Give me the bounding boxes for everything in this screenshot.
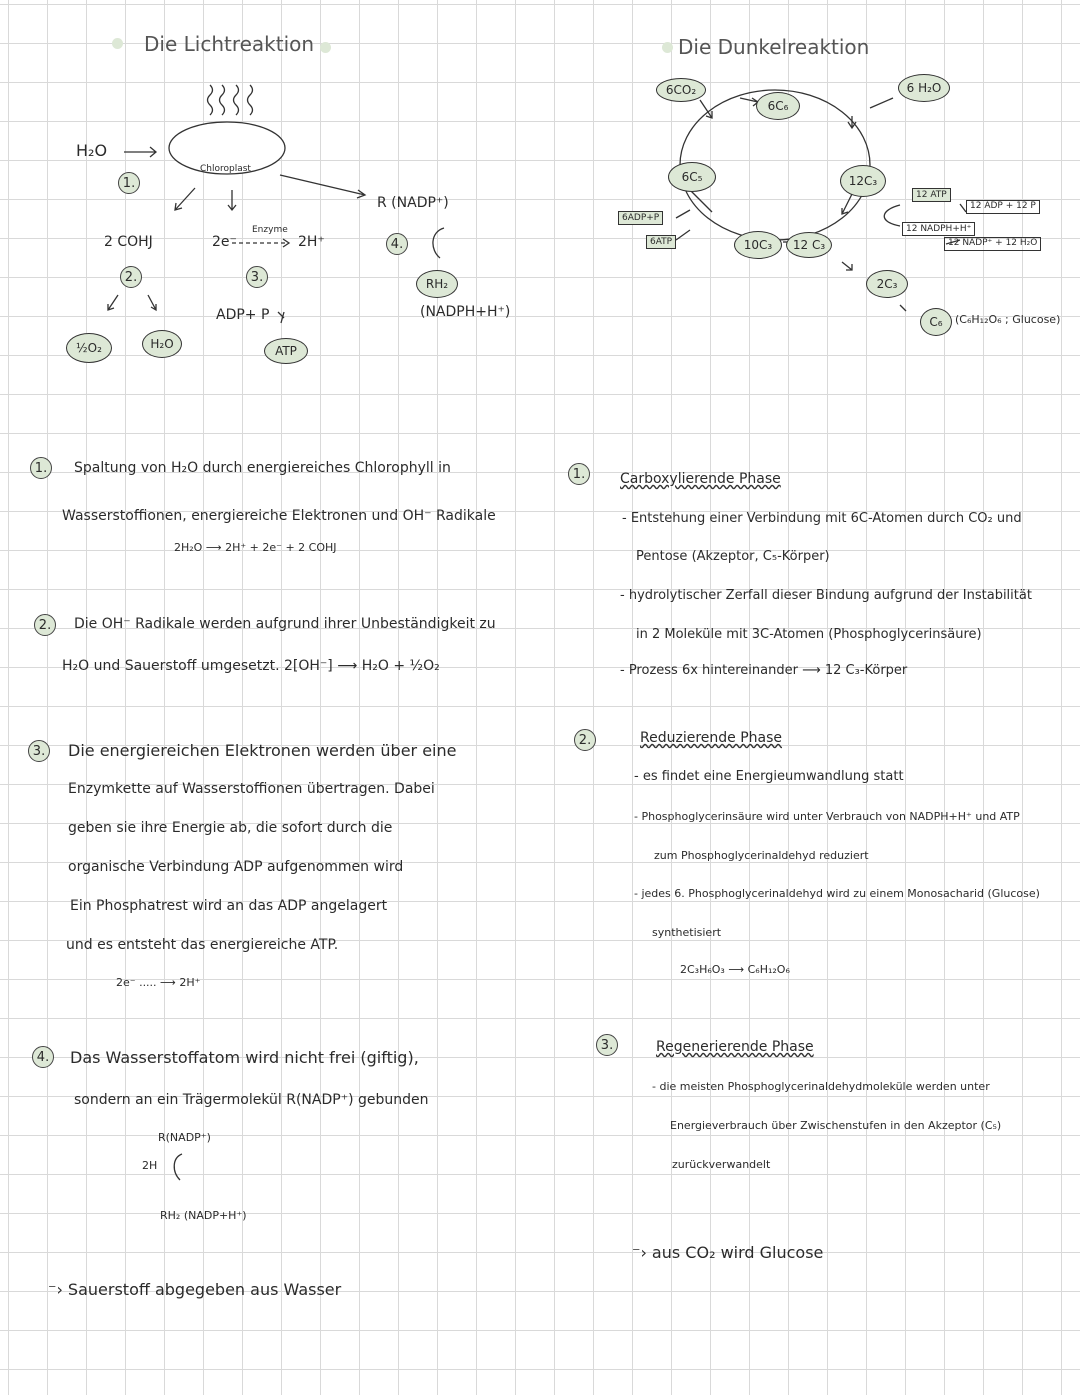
dark-title-dot (662, 42, 673, 53)
right-note-2-line-3: zum Phosphoglycerinaldehyd reduziert (654, 849, 869, 862)
right-note-2-line-2: - Phosphoglycerinsäure wird unter Verbrauch von NADPH+H⁺ und ATP (634, 810, 1020, 823)
left-note-4-bracket (168, 1148, 368, 1188)
right-note-2-line-1: - es findet eine Energieumwandlung statt (634, 769, 904, 784)
h2o-dark-bubble: 6 H₂O (898, 74, 950, 102)
right-note-1-line-4: in 2 Moleküle mit 3C-Atomen (Phosphoglycerinsäure) (636, 627, 982, 642)
enzyme-label: Enzyme (252, 225, 288, 235)
adp-p-label: ADP+ P (216, 307, 270, 323)
conclusion-left: ⁻› Sauerstoff abgegeben aus Wasser (48, 1280, 342, 1299)
light-step-4-badge: 4. (386, 233, 408, 255)
o2-bubble: ½O₂ (66, 333, 112, 363)
c6-bubble: 6C₆ (756, 92, 800, 120)
light-step-2-badge: 2. (120, 266, 142, 288)
electrons: 2e⁻ (212, 234, 237, 250)
conclusion-right: ⁻› aus CO₂ wird Glucose (632, 1243, 824, 1262)
right-note-2-badge: 2. (574, 729, 596, 751)
c3-10-bubble: 10C₃ (734, 231, 782, 259)
light-step-1-badge: 1. (118, 172, 140, 194)
left-note-4-badge: 4. (32, 1046, 54, 1068)
dark-reaction-title: Die Dunkelreaktion (678, 35, 870, 59)
left-note-4-eq-mid: 2H (142, 1159, 158, 1172)
c6-end-bubble: C₆ (920, 308, 952, 336)
right-note-1-line-1: - Entstehung einer Verbindung mit 6C-Atomen durch CO₂ und (622, 511, 1022, 526)
hydrogen-ions: 2H⁺ (298, 234, 325, 250)
adp12-label: 12 ADP + 12 P (966, 200, 1040, 214)
co2-bubble: 6CO₂ (656, 78, 706, 102)
left-note-3-line-6: und es entsteht das energiereiche ATP. (66, 937, 339, 953)
c3-12-bubble: 12C₃ (840, 165, 886, 197)
rh2-bubble: RH₂ (416, 270, 458, 298)
right-note-3-line-1: - die meisten Phosphoglycerinaldehydmoleküle werden unter (652, 1080, 990, 1093)
left-note-4-line-1: Das Wasserstoffatom wird nicht frei (giftig), (70, 1048, 419, 1067)
nadp12-label: 12 NADP⁺ + 12 H₂O (944, 237, 1041, 251)
left-note-3-line-5: Ein Phosphatrest wird an das ADP angelagert (70, 898, 388, 914)
coh-radicals: 2 COHJ (104, 234, 153, 250)
left-note-1-equation: 2H₂O ⟶ 2H⁺ + 2e⁻ + 2 COHJ (174, 541, 337, 554)
right-note-1-badge: 1. (568, 463, 590, 485)
h2o-input: H₂O (76, 141, 108, 160)
nadph-label: (NADPH+H⁺) (420, 304, 511, 320)
left-note-3-line-1: Die energiereichen Elektronen werden über eine (68, 741, 457, 760)
r-nadp-label: R (NADP⁺) (377, 195, 449, 211)
left-note-4-line-2: sondern an ein Trägermolekül R(NADP⁺) gebunden (74, 1092, 429, 1108)
right-note-1-line-2: Pentose (Akzeptor, C₅-Körper) (636, 549, 830, 564)
glucose-formula: (C₆H₁₂O₆ ; Glucose) (955, 313, 1061, 326)
right-note-1-line-3: - hydrolytischer Zerfall dieser Bindung aufgrund der Instabilität (620, 588, 1032, 603)
left-note-3-line-4: organische Verbindung ADP aufgenommen wird (68, 859, 404, 875)
right-note-1-heading: Carboxylierende Phase (620, 471, 781, 487)
left-note-2-badge: 2. (34, 614, 56, 636)
left-note-1-line-1: Spaltung von H₂O durch energiereiches Chlorophyll in (74, 460, 451, 476)
right-note-2-line-4: - jedes 6. Phosphoglycerinaldehyd wird zu einem Monosacharid (Glucose) (634, 887, 1040, 900)
left-note-1-badge: 1. (30, 457, 52, 479)
left-note-3-line-3: geben sie ihre Energie ab, die sofort durch die (68, 820, 393, 836)
right-note-2-equation: 2C₃H₆O₃ ⟶ C₆H₁₂O₆ (680, 963, 790, 976)
adp6-box: 6ADP+P (618, 211, 663, 225)
light-reaction-title: Die Lichtreaktion (144, 32, 315, 56)
right-note-3-heading: Regenerierende Phase (656, 1039, 814, 1055)
right-note-3-badge: 3. (596, 1034, 618, 1056)
c3-12b-bubble: 12 C₃ (786, 232, 832, 258)
left-note-3-equation: 2e⁻ ..... ⟶ 2H⁺ (116, 976, 201, 989)
atp12-box: 12 ATP (912, 188, 951, 202)
left-note-4-eq-bottom: RH₂ (NADP+H⁺) (160, 1209, 247, 1222)
light-step-3-badge: 3. (246, 266, 268, 288)
atp-bubble: ATP (264, 338, 308, 364)
left-note-1-line-2: Wasserstoffionen, energiereiche Elektronen und OH⁻ Radikale (62, 508, 496, 524)
c5-bubble: 6C₅ (668, 162, 716, 192)
atp6-box: 6ATP (646, 235, 676, 249)
nadph12-box: 12 NADPH+H⁺ (902, 222, 975, 236)
left-note-3-line-2: Enzymkette auf Wasserstoffionen übertragen. Dabei (68, 781, 435, 797)
c3-2-bubble: 2C₃ (866, 270, 908, 298)
right-note-2-line-5: synthetisiert (652, 926, 722, 939)
left-note-4-eq-top: R(NADP⁺) (158, 1131, 211, 1144)
right-note-2-heading: Reduzierende Phase (640, 730, 783, 746)
left-note-2-line-2: H₂O und Sauerstoff umgesetzt. 2[OH⁻] ⟶ H₂O + ½O₂ (62, 658, 440, 674)
right-note-3-line-2: Energieverbrauch über Zwischenstufen in den Akzeptor (C₅) (670, 1119, 1002, 1132)
left-note-2-line-1: Die OH⁻ Radikale werden aufgrund ihrer Unbeständigkeit zu (74, 616, 496, 632)
right-note-3-line-3: zurückverwandelt (672, 1158, 771, 1171)
right-note-1-line-5: - Prozess 6x hintereinander ⟶ 12 C₃-Körper (620, 663, 908, 678)
chloroplast-label: Chloroplast (200, 164, 251, 174)
left-note-3-badge: 3. (28, 740, 50, 762)
h2o-bubble: H₂O (142, 330, 182, 358)
